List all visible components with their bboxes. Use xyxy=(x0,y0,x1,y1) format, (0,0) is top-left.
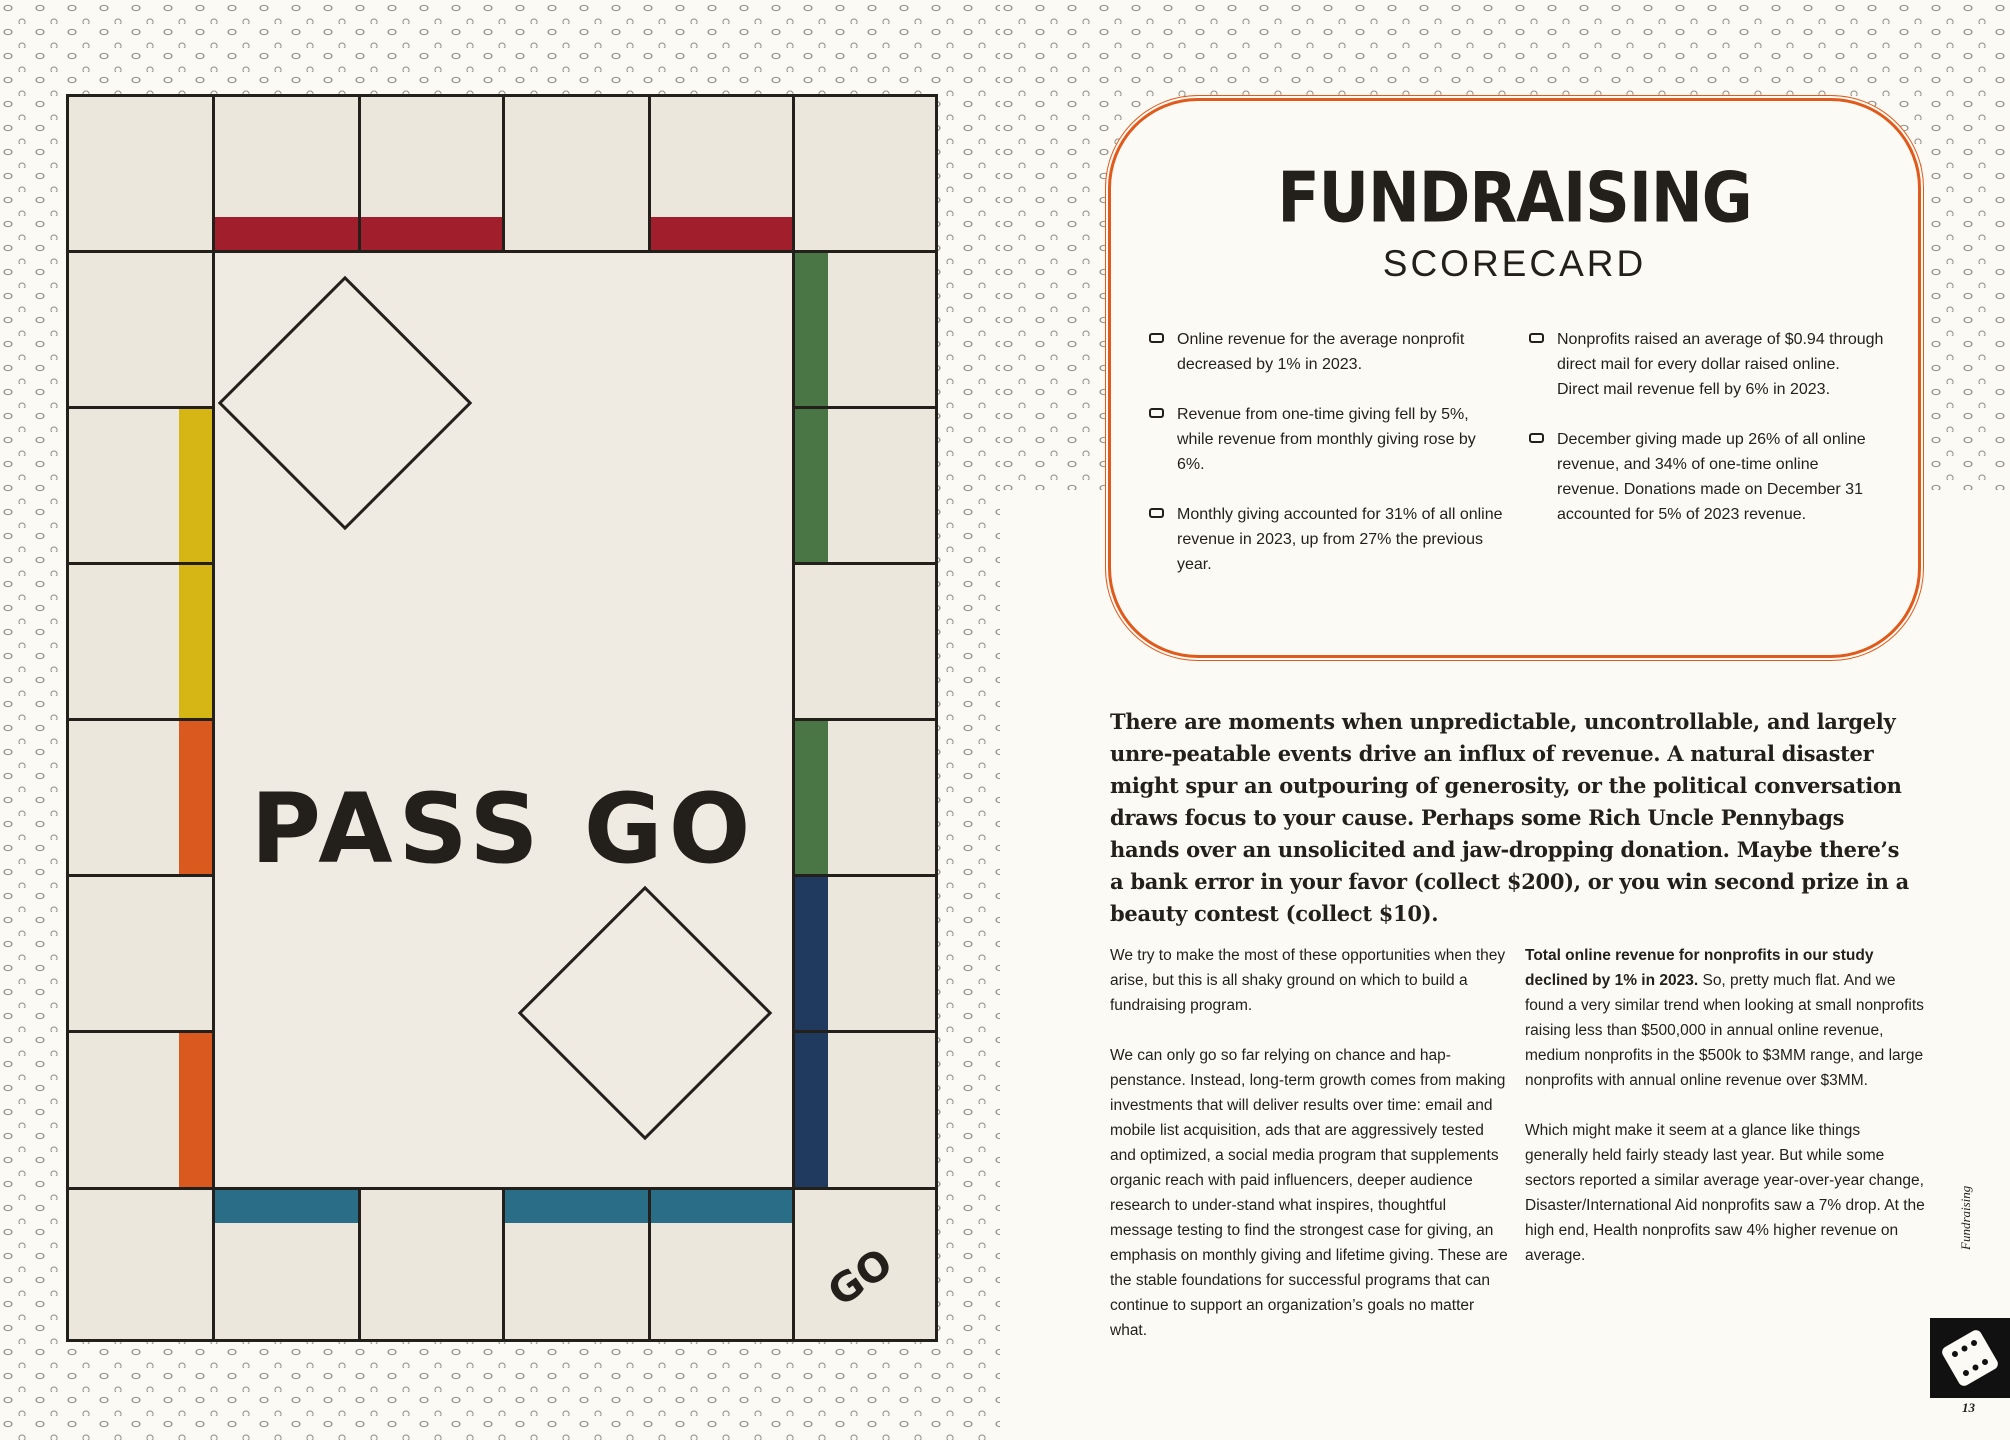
hat-token-icon xyxy=(1149,508,1164,518)
section-label: Fundraising xyxy=(1958,1185,1973,1250)
board-line xyxy=(358,1187,361,1339)
game-board xyxy=(66,94,938,1342)
page-number: 13 xyxy=(1962,1400,1975,1415)
yellow-property-strip xyxy=(179,409,212,562)
scorecard-subtitle: SCORECARD xyxy=(1382,243,1647,284)
die-pip xyxy=(1981,1358,1989,1366)
scorecard-item xyxy=(1149,327,1504,377)
scorecard-item-text: Monthly giving accounted for 31% of all online revenue in 2023, up from 27% the previous year. xyxy=(1177,506,1503,573)
green-property-strip xyxy=(795,721,828,874)
green-property-strip xyxy=(795,253,828,406)
board-line xyxy=(792,97,795,250)
board-line xyxy=(792,562,935,565)
scorecard-item-text: Online revenue for the average nonprofit decreased by 1% in 2023. xyxy=(1177,331,1465,373)
die-face xyxy=(1940,1328,2000,1388)
green-property-strip xyxy=(795,409,828,562)
scorecard-item xyxy=(1529,327,1884,402)
card-deck-outline xyxy=(218,276,473,531)
navy-property-strip xyxy=(795,877,828,1030)
body-column-right xyxy=(1525,943,1925,1293)
scorecard-item xyxy=(1149,502,1504,577)
lead-paragraph: There are moments when unpredictable, uncontrollable, and largely unre-peatable events drive an influx of revenue. A natural disaster might spur an outpouring of generosity, or the political conversation draws focus to your cause. Perhaps some Rich Uncle Pennybags hands over an unsolicited and jaw-dropping donation. Maybe there’s a bank error in your favor (collect $200), or you win second prize in a beauty contest (collect $10). xyxy=(1110,709,1909,926)
fundraising-scorecard xyxy=(1108,98,1921,658)
hat-token-icon xyxy=(1149,333,1164,343)
scorecard-right-column xyxy=(1529,327,1884,552)
navy-property-strip xyxy=(795,1033,828,1187)
body-paragraph-bold: Total online revenue for nonprofits in our study declined by 1% in 2023. xyxy=(1525,947,1874,989)
die-pip xyxy=(1951,1350,1959,1358)
body-paragraph-rest: So, pretty much flat. And we found a very similar trend when looking at small nonprofits raising less than $500,000 in annual online revenue, medium nonprofits in the $500k to $3MM range, and large nonprofits with annual online revenue over $3MM. xyxy=(1525,972,1924,1089)
teal-property-strip xyxy=(505,1190,648,1223)
body-column-left xyxy=(1110,943,1510,1368)
orange-property-strip xyxy=(179,721,212,874)
body-paragraph: Which might make it seem at a glance like things generally held fairly steady last year. But while some sectors reported a similar average year-over-year change, Disaster/International Aid nonprofits saw a 7% drop. At the high end, Health nonprofits saw 4% higher revenue on average. xyxy=(1525,1122,1925,1264)
board-center xyxy=(212,250,795,1190)
red-property-strip xyxy=(215,217,358,250)
body-paragraph xyxy=(1525,943,1925,1093)
body-paragraph: We can only go so far relying on chance and hap-penstance. Instead, long-term growth comes from making investments that will deliver results over time: email and mobile list acquisition, ads that are aggressively tested and optimized, a social media program that supplements organic reach with paid influencers, deeper audience research to under-stand what inspires, thoughtful message testing to find the strongest case for giving, an emphasis on monthly giving and lifetime giving. These are the stable foundations for successful programs that can continue to support an organization’s goals no matter what. xyxy=(1110,1047,1508,1339)
red-property-strip xyxy=(361,217,502,250)
die-pip xyxy=(1960,1344,1968,1352)
scorecard-item xyxy=(1529,427,1884,527)
body-paragraph: We try to make the most of these opportunities when they arise, but this is all shaky ground on which to build a fundraising program. xyxy=(1110,947,1506,1014)
dice-icon xyxy=(1930,1318,2010,1398)
pass-go-title: PASS GO xyxy=(250,773,757,885)
orange-property-strip xyxy=(179,1033,212,1187)
die-pip xyxy=(1970,1339,1978,1347)
scorecard-item xyxy=(1149,402,1504,477)
board-line xyxy=(792,1187,795,1339)
scorecard-item-text: Revenue from one-time giving fell by 5%, while revenue from monthly giving rose by 6%. xyxy=(1177,406,1476,473)
hat-token-icon xyxy=(1529,333,1544,343)
card-deck-outline xyxy=(518,886,773,1141)
hat-token-icon xyxy=(1529,433,1544,443)
yellow-property-strip xyxy=(179,565,212,718)
go-corner-label: GO xyxy=(819,1239,902,1316)
hat-token-icon xyxy=(1149,408,1164,418)
die-pip xyxy=(1962,1369,1970,1377)
scorecard-item-text: Nonprofits raised an average of $0.94 through direct mail for every dollar raised online. Direct mail revenue fell by 6% in 2023. xyxy=(1557,331,1884,398)
teal-property-strip xyxy=(651,1190,792,1223)
scorecard-left-column xyxy=(1149,327,1504,602)
die-pip xyxy=(1971,1363,1979,1371)
teal-property-strip xyxy=(215,1190,358,1223)
red-property-strip xyxy=(651,217,792,250)
board-line xyxy=(69,874,215,877)
scorecard-title: FUNDRAISING xyxy=(1277,156,1752,239)
board-line xyxy=(502,97,505,250)
scorecard-item-text: December giving made up 26% of all online revenue, and 34% of one-time online revenue. Donations made on December 31 accounted for 5% of 2023 revenue. xyxy=(1557,431,1866,523)
